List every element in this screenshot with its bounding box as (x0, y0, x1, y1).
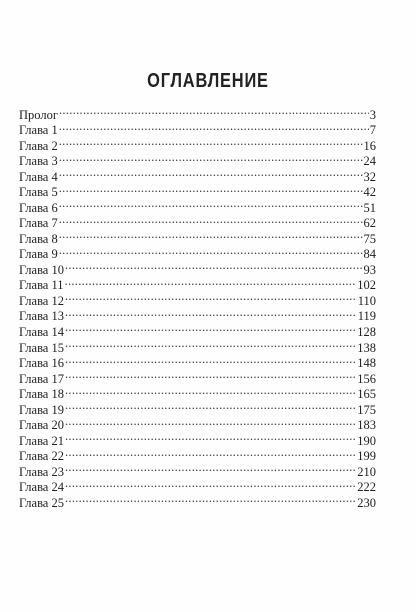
toc-dot-leader (65, 383, 356, 399)
toc-entry-page-number: 7 (369, 123, 376, 138)
toc-entry-page-number: 42 (363, 185, 376, 200)
toc-entry (19, 181, 376, 200)
toc-dot-leader (65, 352, 356, 368)
toc-entry-label: Глава 16 (19, 356, 64, 371)
toc-entry-page-number: 190 (357, 433, 376, 448)
toc-entry-label: Глава 23 (19, 464, 64, 479)
toc-entry-label: Глава 9 (19, 247, 58, 262)
toc-entry-label: Глава 17 (19, 371, 64, 386)
toc-entry-page-number: 84 (363, 247, 376, 262)
toc-dot-leader (65, 305, 357, 321)
toc-dot-leader (65, 367, 356, 383)
toc-entry (19, 150, 376, 169)
toc-entry-page-number: 75 (363, 231, 376, 246)
toc-entry-label: Глава 24 (19, 480, 64, 495)
toc-entry-label: Глава 13 (19, 309, 64, 324)
toc-entry-label: Глава 19 (19, 402, 64, 417)
toc-dot-leader (59, 181, 363, 197)
toc-entry-label: Пролог (19, 107, 58, 122)
toc-entry (19, 212, 376, 231)
toc-entry-page-number: 165 (357, 387, 376, 402)
toc-entry-label: Глава 3 (19, 154, 58, 169)
toc-entry-label: Глава 2 (19, 138, 58, 153)
toc-entry-page-number: 199 (357, 449, 376, 464)
toc-entry-label: Глава 20 (19, 418, 64, 433)
toc-dot-leader (59, 227, 363, 243)
toc-entry (19, 445, 376, 464)
toc-dot-leader (65, 476, 356, 492)
toc-entry (19, 305, 376, 324)
toc-entry-label: Глава 18 (19, 387, 64, 402)
toc-entry-label: Глава 6 (19, 200, 58, 215)
toc-entry-label: Глава 14 (19, 324, 64, 339)
toc-entry (19, 383, 376, 402)
toc-entry (19, 460, 376, 479)
toc-entry-page-number: 24 (363, 154, 376, 169)
toc-entry-page-number: 110 (357, 293, 376, 308)
toc-dot-leader (65, 336, 356, 352)
toc-entry (19, 196, 376, 215)
toc-entry (19, 274, 376, 293)
toc-entry-page-number: 16 (363, 138, 376, 153)
toc-dot-leader (59, 103, 369, 119)
toc-entry-label: Глава 21 (19, 433, 64, 448)
toc-entry (19, 243, 376, 262)
toc-entry-label: Глава 12 (19, 293, 64, 308)
toc-entry (19, 429, 376, 448)
toc-dot-leader (65, 414, 356, 430)
toc-dot-leader (65, 320, 356, 336)
toc-entry (19, 320, 376, 339)
toc-entry (19, 414, 376, 433)
toc-entry (19, 227, 376, 246)
toc-entry-label: Глава 10 (19, 262, 64, 277)
toc-entry (19, 476, 376, 495)
toc-entry-label: Глава 1 (19, 123, 58, 138)
toc-entry (19, 134, 376, 153)
toc-entry (19, 336, 376, 355)
toc-dot-leader (65, 258, 363, 274)
toc-dot-leader (59, 134, 363, 150)
toc-entry (19, 491, 376, 510)
toc-entry (19, 289, 376, 308)
toc-dot-leader (59, 196, 363, 212)
toc-dot-leader (65, 460, 356, 476)
toc-entry (19, 258, 376, 277)
toc-entry-label: Глава 15 (19, 340, 64, 355)
toc-entry-page-number: 128 (357, 324, 376, 339)
toc-entry-page-number: 62 (363, 216, 376, 231)
toc-entry (19, 165, 376, 184)
toc-entry (19, 103, 376, 122)
toc-entry-label: Глава 22 (19, 449, 64, 464)
toc-dot-leader (65, 398, 356, 414)
toc-entry (19, 398, 376, 417)
toc-dot-leader (59, 165, 363, 181)
toc-entry-page-number: 32 (363, 169, 376, 184)
toc-entry-page-number: 148 (357, 356, 376, 371)
toc-dot-leader (59, 243, 363, 259)
toc-entry-page-number: 183 (357, 418, 376, 433)
toc-entry-page-number: 51 (363, 200, 376, 215)
toc-entry-page-number: 3 (369, 107, 376, 122)
toc-entry-page-number: 210 (357, 464, 376, 479)
toc-title: ОГЛАВЛЕНИЕ (147, 70, 269, 92)
toc-entry (19, 367, 376, 386)
toc-entry-label: Глава 7 (19, 216, 58, 231)
toc-list (19, 103, 376, 510)
toc-entry-page-number: 175 (357, 402, 376, 417)
toc-dot-leader (59, 150, 363, 166)
toc-entry-page-number: 230 (357, 495, 376, 510)
toc-dot-leader (65, 289, 357, 305)
toc-entry-label: Глава 25 (19, 495, 64, 510)
toc-dot-leader (59, 119, 369, 135)
toc-dot-leader (65, 445, 356, 461)
toc-entry-label: Глава 11 (19, 278, 64, 293)
toc-entry (19, 352, 376, 371)
toc-entry-page-number: 138 (357, 340, 376, 355)
toc-dot-leader (65, 274, 357, 290)
toc-entry-page-number: 93 (363, 262, 376, 277)
toc-entry (19, 119, 376, 138)
toc-entry-page-number: 119 (357, 309, 376, 324)
toc-entry-page-number: 222 (357, 480, 376, 495)
toc-entry-label: Глава 5 (19, 185, 58, 200)
toc-entry-label: Глава 4 (19, 169, 58, 184)
toc-dot-leader (65, 491, 356, 507)
toc-dot-leader (65, 429, 356, 445)
toc-entry-page-number: 102 (357, 278, 376, 293)
toc-entry-page-number: 156 (357, 371, 376, 386)
toc-entry-label: Глава 8 (19, 231, 58, 246)
toc-dot-leader (59, 212, 363, 228)
